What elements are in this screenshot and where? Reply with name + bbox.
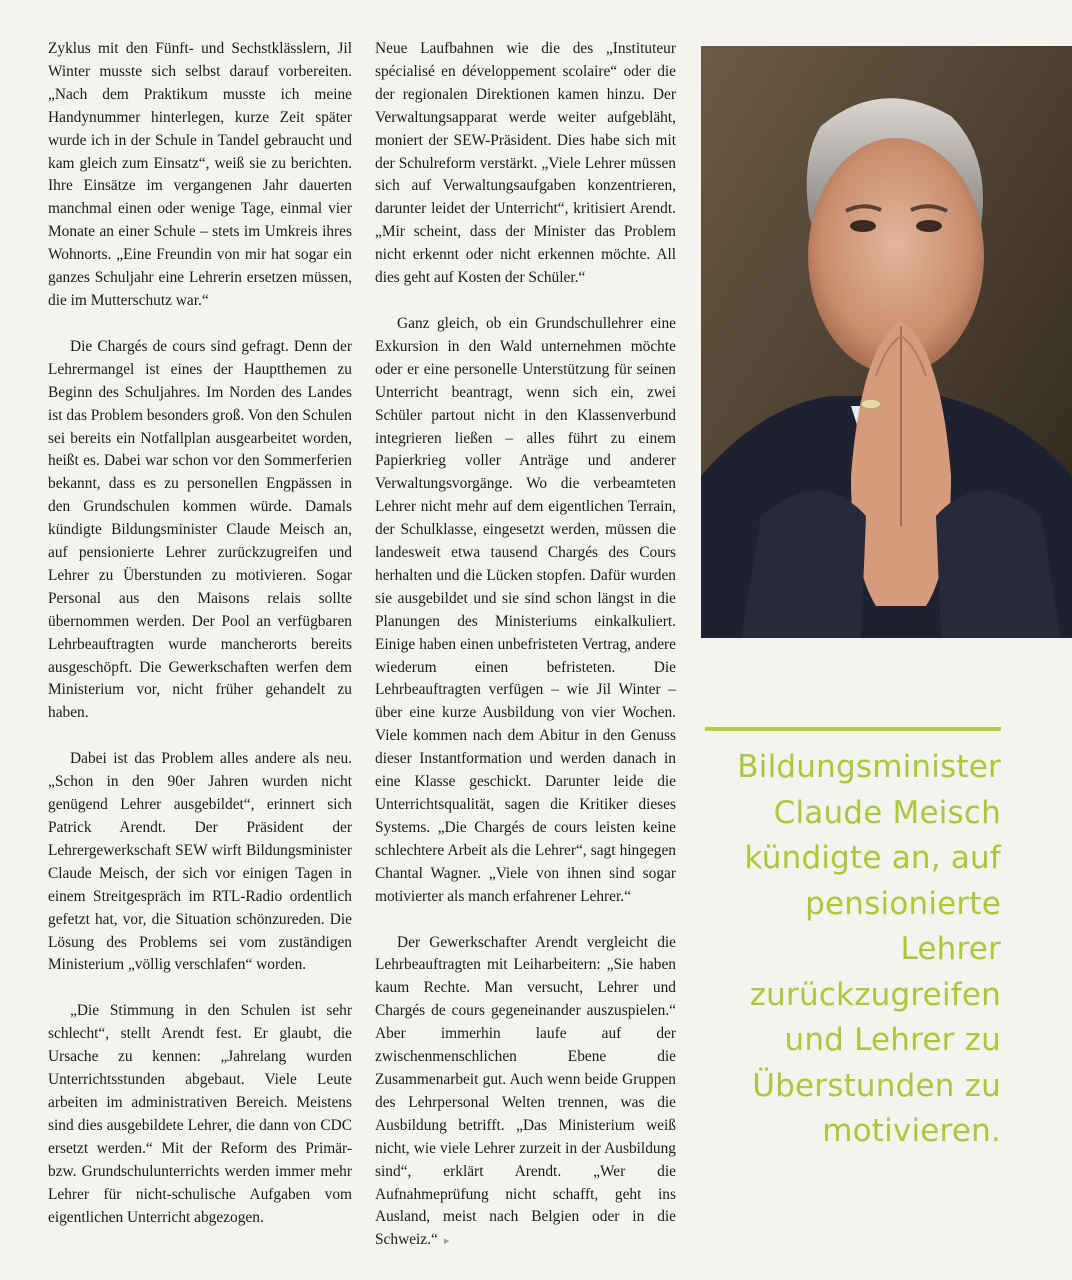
pull-quote-line: Bildungsminister — [737, 749, 1001, 785]
pull-quote-line: Claude Meisch — [773, 794, 1001, 831]
pull-quote-line: Lehrer — [900, 931, 1001, 967]
paragraph: Neue Laufbahnen wie die des „Instituteur spécialisé en développement scolaire“ oder die der regionalen Direktionen kamen hinzu. Der Verwaltungsapparat werde weiter aufgebläht, moniert der SEW-Präsident. Dies habe sich mit der Schulreform verstärkt. „Viele Lehrer müssen sich auf Verwaltungsaufgaben konzentrieren, darunter leidet der Unterricht“, kritisiert Arendt. „Mir scheint, dass der Minister das Problem nicht erkennt oder nicht erkennen möchte. All dies geht auf Kosten der Schüler.“ — [375, 40, 676, 287]
pull-quote-line: zurückzugreifen — [749, 976, 1001, 1013]
paragraph: „Die Stimmung in den Schulen ist sehr schlecht“, stellt Arendt fest. Er glaubt, die Ursache zu kennen: „Jahrelang wurden Unterrichtsstunden abgebaut. Viele Leute arbeiten im administrativen Bereich. Meistens sind dies ausgebildete Lehrer, die dann von CDC ersetzt werden.“ Mit der Reform des Primär- bzw. Grundschulunterrichts werden immer mehr Lehrer für nicht-schulische Aufgaben vom eigentlichen Unterricht abgezogen. — [48, 1002, 352, 1226]
end-of-article-icon: ▸ — [443, 1235, 450, 1248]
article-column-1 — [48, 38, 352, 1252]
paragraph: Die Chargés de cours sind gefragt. Denn der Lehrermangel ist eines der Hauptthemen zu Beginn des Schuljahres. Im Norden des Landes ist das Problem besonders groß. Von den Schulen sei bereits ein Notfallplan ausgearbeitet worden, heißt es. Dabei war schon vor den Sommerferien bekannt, dass es zu personellen Engpässen in den Grundschulen kommen würde. Damals kündigte Bildungsminister Claude Meisch an, auf pensionierte Lehrer zurückzugreifen und Lehrer zu Überstunden zu motivieren. Sogar Personal aus den Maisons relais sollte übernommen werden. Der Pool an verfügbaren Lehrbeauftragten wurde mancherorts bereits ausgeschöpft. Die Gewerkschaften werfen dem Ministerium vor, nicht früher gehandelt zu haben. — [48, 337, 352, 722]
pull-quote-line: kündigte an, auf — [744, 840, 1001, 876]
pull-quote — [705, 727, 1001, 1169]
pull-quote-line: motivieren. — [822, 1113, 1001, 1149]
paragraph: Zyklus mit den Fünft- und Sechstklässlern, Jil Winter musste sich selbst darauf vorbereiten. „Nach dem Praktikum musste ich meine Handynummer hinterlegen, kurze Zeit später wurde ich in der Schule in Tandel gebraucht und kam gleich zum Einsatz“, weiß sie zu berichten. Ihre Einsätze im vergangenen Jahr dauerten manchmal einen oder wenige Tage, einmal vier Monate an einer Schule – stets im Umkreis ihres Wohnorts. „Eine Freundin von mir hat sogar ein ganzes Schuljahr eine Lehrerin ersetzen müssen, die im Mutterschutz war.“ — [48, 40, 352, 309]
pull-quote-text — [705, 745, 1001, 1155]
paragraph — [375, 932, 676, 1254]
portrait-illustration — [701, 46, 1072, 638]
article-column-2 — [375, 38, 676, 1276]
pull-quote-line: und Lehrer zu — [784, 1022, 1001, 1058]
pull-quote-top-rule — [705, 727, 1001, 731]
pull-quote-line: pensionierte — [805, 885, 1001, 922]
paragraph: Ganz gleich, ob ein Grundschullehrer eine Exkursion in den Wald unternehmen möchte oder er eine personelle Unterstützung für seinen Unterricht beantragt, wenn sich ein, zwei Schüler partout nicht in den Klassenverbund integrieren ließen – alles führt zu einem Papierkrieg voller Anträge und anderer Verwaltungsvorgänge. Wo die verbeamteten Lehrer nicht mehr auf dem eigentlichen Terrain, der Schulklasse, eingesetzt werden, müssen die landesweit etwa tausend Chargés des Cours herhalten und die Lücken stopfen. Dafür wurden sie ausgebildet und sie sind schon längst in die Planungen des Ministeriums einkalkuliert. Einige haben einen unbefristeten Vertrag, andere wiederum einen befristeten. Die Lehrbeauftragten verfügen – wie Jil Winter – über eine kurze Ausbildung von vier Wochen. Viele kommen nach dem Abitur in den Genuss dieser Instantformation und werden danach in eine Klasse geschickt. Darunter leide die Unterrichtsqualität, sagen die Kritiker dieses Systems. „Die Chargés de cours leisten keine schlechtere Arbeit als die Lehrer“, sagt hingegen Chantal Wagner. „Viele von ihnen sind sogar motivierter als manch erfahrener Lehrer.“ — [375, 314, 676, 905]
paragraph-text: Der Gewerkschafter Arendt vergleicht die Lehrbeauftragten mit Leiharbeitern: „Sie haben kaum Rechte. Man versucht, Lehrer und Chargés de cours gegeneinander auszuspielen.“ Aber immerhin laufe auf der zwischenmenschlichen Ebene die Zusammenarbeit gut. Auch wenn beide Gruppen des Lehrpersonal Welten trennen, was die Ausbildung betrifft. „Das Ministerium weiß nicht, wie viele Lehrer zurzeit in der Ausbildung sind“, erklärt Arendt. „Wer die Aufnahmeprüfung nicht schafft, geht ins Ausland, meist nach Belgien oder in die Schweiz.“ — [375, 933, 676, 1249]
paragraph: Dabei ist das Problem alles andere als neu. „Schon in den 90er Jahren wurden nicht genügend Lehrer ausgebildet“, erinnert sich Patrick Arendt. Der Präsident der Lehrergewerkschaft SEW wirft Bildungsminister Claude Meisch, der sich vor einigen Tagen in einem Streitgespräch im RTL-Radio ordentlich gefetzt hat, vor, die Situation schönzureden. Die Lösung des Problems sei vom zuständigen Ministerium „völlig verschlafen“ worden. — [48, 750, 352, 974]
portrait-photo — [701, 46, 1072, 638]
pull-quote-line: Überstunden zu — [752, 1067, 1001, 1104]
